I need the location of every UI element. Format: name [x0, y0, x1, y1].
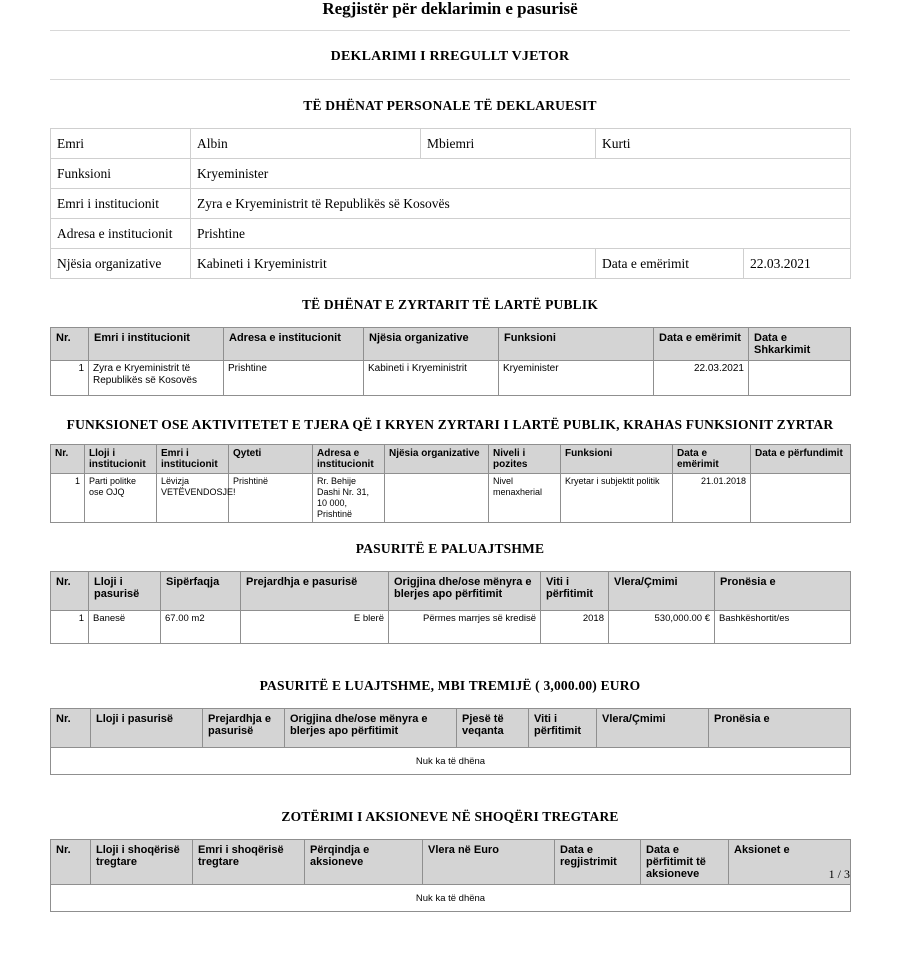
col-area: Sipërfaqja — [161, 572, 241, 611]
document-title: Regjistër për deklarimin e pasurisë — [322, 0, 578, 18]
cell-nr: 1 — [51, 361, 89, 396]
table-header-row — [51, 840, 851, 885]
personal-value-njesia: Kabineti i Kryeministrit — [191, 249, 596, 279]
table-row — [51, 129, 851, 159]
cell-function: Kryeminister — [499, 361, 654, 396]
table-header-row — [51, 709, 851, 748]
cell-institution: Zyra e Kryeministrit të Republikës së Kosovës — [89, 361, 224, 396]
col-nr: Nr. — [51, 328, 89, 361]
subtitle-divider — [50, 79, 850, 80]
col-institution-type: Lloji i institucionit — [85, 445, 157, 474]
col-acquisition-date: Data e përfitimit të aksioneve — [641, 840, 729, 885]
personal-value-funksioni: Kryeminister — [191, 159, 851, 189]
movable-table — [50, 708, 851, 775]
shares-empty-message: Nuk ka të dhëna — [51, 885, 851, 912]
document-subtitle: DEKLARIMI I RREGULLT VJETOR — [330, 49, 570, 64]
high-official-heading: TË DHËNAT E ZYRTARIT TË LARTË PUBLIK — [301, 297, 599, 312]
col-company-name: Emri i shoqërisë tregtare — [193, 840, 305, 885]
col-city: Qyteti — [229, 445, 313, 474]
cell-city: Prishtinë — [229, 474, 313, 523]
shares-heading: ZOTËRIMI I AKSIONEVE NË SHOQËRI TREGTARE — [281, 809, 619, 824]
col-nr: Nr. — [51, 445, 85, 474]
movable-heading: PASURITË E LUAJTSHME, MBI TREMIJË ( 3,000.00) EURO — [259, 678, 641, 693]
col-dismissed: Data e Shkarkimit — [749, 328, 851, 361]
col-year: Viti i përfitimit — [541, 572, 609, 611]
cell-institution-name: Lëvizja VETËVENDOSJE! — [157, 474, 229, 523]
cell-institution-type: Parti politke ose OJQ — [85, 474, 157, 523]
table-row — [51, 189, 851, 219]
personal-emerimit-cell — [596, 249, 851, 279]
table-row — [51, 219, 851, 249]
col-manner: Origjina dhe/ose mënyra e blerjes apo përfitimit — [285, 709, 457, 748]
cell-dismissed — [749, 361, 851, 396]
col-nr: Nr. — [51, 709, 91, 748]
table-header-row — [51, 445, 851, 474]
cell-address: Rr. Behije Dashi Nr. 31, 10 000, Prishtinë — [313, 474, 385, 523]
col-unit: Njësia organizative — [364, 328, 499, 361]
table-row — [51, 611, 851, 644]
cell-appointed: 21.01.2018 — [673, 474, 751, 523]
col-unit: Njësia organizative — [385, 445, 489, 474]
table-row — [51, 361, 851, 396]
personal-value-emri: Albin — [191, 129, 421, 159]
immovable-table — [50, 571, 851, 644]
cell-appointed: 22.03.2021 — [654, 361, 749, 396]
personal-label-emri: Emri — [51, 129, 191, 159]
personal-label-institucioni: Emri i institucionit — [51, 189, 191, 219]
col-ownership: Pronësia e — [715, 572, 851, 611]
col-manner: Origjina dhe/ose mënyra e blerjes apo përfitimit — [389, 572, 541, 611]
cell-asset-type: Banesë — [89, 611, 161, 644]
col-parts: Pjesë të veqanta — [457, 709, 529, 748]
table-header-row — [51, 328, 851, 361]
personal-label-data-emerimit: Data e emërimit — [596, 249, 744, 278]
col-address: Adresa e institucionit — [224, 328, 364, 361]
col-appointed: Data e emërimit — [654, 328, 749, 361]
shares-table — [50, 839, 851, 912]
cell-unit: Kabineti i Kryeministrit — [364, 361, 499, 396]
col-origin: Prejardhja e pasurisë — [241, 572, 389, 611]
table-row — [51, 249, 851, 279]
col-registration-date: Data e regjistrimit — [555, 840, 641, 885]
cell-area: 67.00 m2 — [161, 611, 241, 644]
col-value-euro: Vlera në Euro — [423, 840, 555, 885]
col-institution-name: Emri i institucionit — [157, 445, 229, 474]
col-ended: Data e përfundimit — [751, 445, 851, 474]
movable-empty-message: Nuk ka të dhëna — [51, 748, 851, 775]
col-share-percent: Përqindja e aksioneve — [305, 840, 423, 885]
col-function: Funksioni — [499, 328, 654, 361]
col-appointed: Data e emërimit — [673, 445, 751, 474]
personal-data-heading: TË DHËNAT PERSONALE TË DEKLARUESIT — [303, 98, 597, 113]
personal-label-njesia: Njësia organizative — [51, 249, 191, 279]
personal-label-mbiemri: Mbiemri — [421, 129, 596, 159]
cell-address: Prishtine — [224, 361, 364, 396]
immovable-heading: PASURITË E PALUAJTSHME — [355, 541, 545, 556]
col-asset-type: Lloji i pasurisë — [91, 709, 203, 748]
table-row — [51, 474, 851, 523]
table-header-row — [51, 572, 851, 611]
cell-origin: E blerë — [241, 611, 389, 644]
page-indicator: 1 / 3 — [828, 867, 850, 881]
other-functions-table — [50, 444, 851, 523]
title-divider — [50, 30, 850, 31]
col-level: Niveli i pozites — [489, 445, 561, 474]
table-row — [51, 885, 851, 912]
personal-value-mbiemri: Kurti — [596, 129, 851, 159]
col-shares-owner: Aksionet e — [729, 840, 851, 885]
col-address: Adresa e institucionit — [313, 445, 385, 474]
cell-unit — [385, 474, 489, 523]
table-row — [51, 748, 851, 775]
table-row — [51, 159, 851, 189]
col-year: Viti i përfitimit — [529, 709, 597, 748]
personal-label-adresa: Adresa e institucionit — [51, 219, 191, 249]
cell-manner: Përmes marrjes së kredisë — [389, 611, 541, 644]
personal-value-institucioni: Zyra e Kryeministrit të Republikës së Kosovës — [191, 189, 851, 219]
high-official-table — [50, 327, 851, 396]
col-origin: Prejardhja e pasurisë — [203, 709, 285, 748]
cell-nr: 1 — [51, 611, 89, 644]
col-nr: Nr. — [51, 572, 89, 611]
cell-level: Nivel menaxherial — [489, 474, 561, 523]
col-value: Vlera/Çmimi — [609, 572, 715, 611]
cell-year: 2018 — [541, 611, 609, 644]
cell-function: Kryetar i subjektit politik — [561, 474, 673, 523]
col-ownership: Pronësia e — [709, 709, 851, 748]
col-function: Funksioni — [561, 445, 673, 474]
col-asset-type: Lloji i pasurisë — [89, 572, 161, 611]
personal-value-adresa: Prishtine — [191, 219, 851, 249]
col-institution: Emri i institucionit — [89, 328, 224, 361]
cell-nr: 1 — [51, 474, 85, 523]
personal-data-table — [50, 128, 851, 279]
col-company-type: Lloji i shoqërisë tregtare — [91, 840, 193, 885]
cell-ended — [751, 474, 851, 523]
other-functions-heading: FUNKSIONET OSE AKTIVITETET E TJERA QË I KRYEN ZYRTARI I LARTË PUBLIK, KRAHAS FUNKSIONIT ZYRTAR — [66, 417, 834, 432]
col-nr: Nr. — [51, 840, 91, 885]
cell-value: 530,000.00 € — [609, 611, 715, 644]
personal-value-data-emerimit: 22.03.2021 — [750, 255, 811, 271]
personal-label-funksioni: Funksioni — [51, 159, 191, 189]
cell-ownership: Bashkëshortit/es — [715, 611, 851, 644]
col-value: Vlera/Çmimi — [597, 709, 709, 748]
